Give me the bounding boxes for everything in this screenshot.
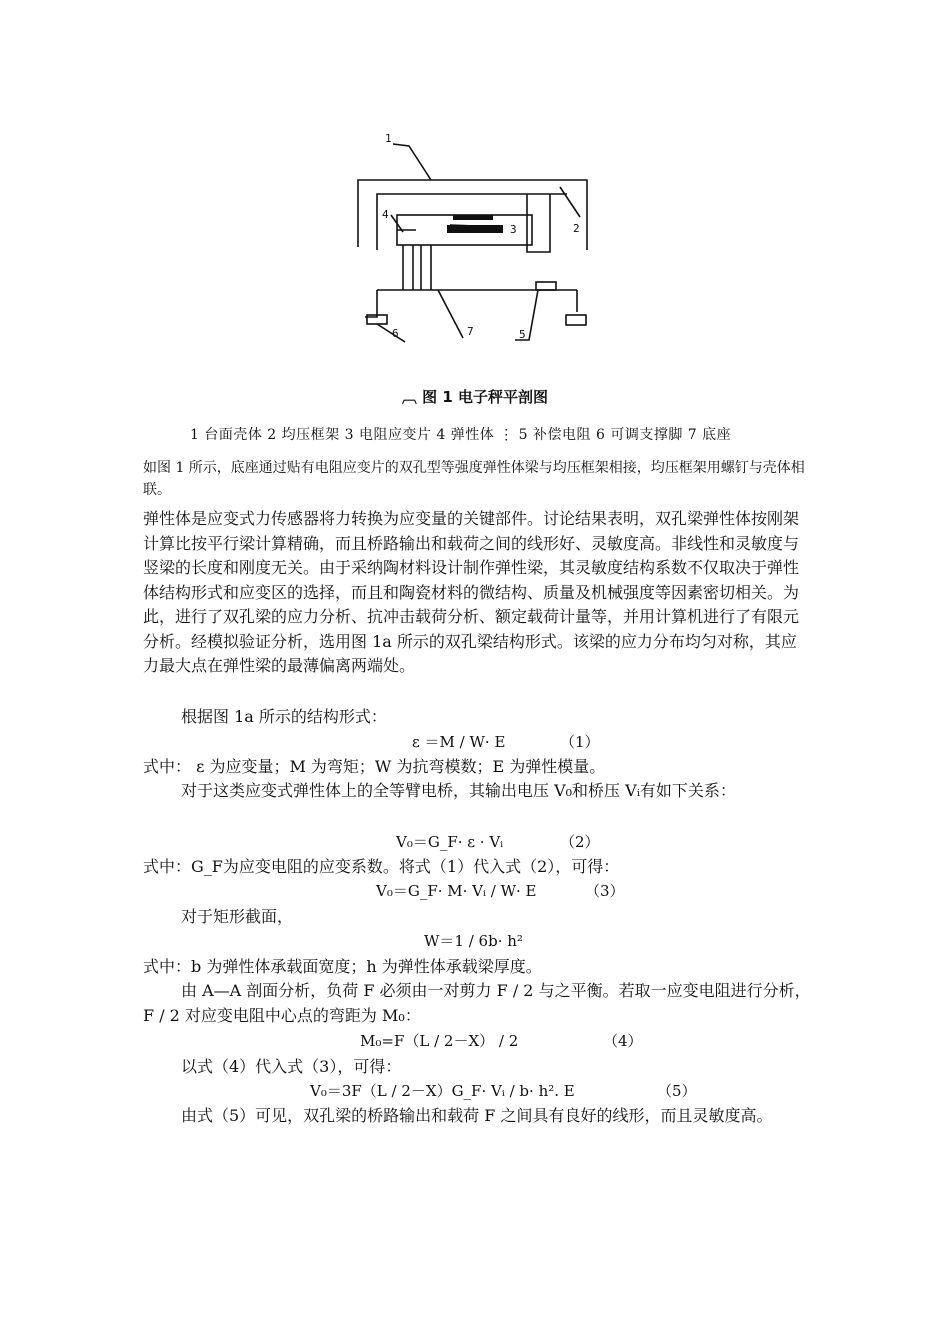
equation-3-number: （3） [585, 882, 625, 900]
equation-5: V₀＝3F（L / 2－X）G_F· Vᵢ / b· h². E [310, 1082, 575, 1100]
label-2: 2 [573, 222, 580, 235]
paragraph-aa-section: 由 A—A 剖面分析，负荷 F 必须由一对剪力 F / 2 与之平衡。若取一应变电阻进行分析，F / 2 对应变电阻中心点的弯距为 M₀： [143, 981, 811, 1025]
scale-section-diagram [355, 132, 595, 347]
paragraph-rectangle: 对于矩形截面， [181, 907, 294, 926]
label-1: 1 [385, 132, 392, 145]
label-7: 7 [467, 325, 474, 338]
label-5: 5 [519, 328, 526, 341]
figure-title-mark: ︹ [401, 388, 417, 406]
paragraph-eq2-definition: 式中：G_F为应变电阻的应变系数。将式（1）代入式（2），可得： [143, 857, 620, 876]
base-outline [365, 290, 377, 317]
equation-2: V₀＝G_F· ε · Vᵢ [396, 833, 504, 851]
paragraph-bridge: 对于这类应变式弹性体上的全等臂电桥，其输出电压 V₀和桥压 Vᵢ有如下关系： [181, 781, 736, 800]
figure-legend: 1 台面壳体 2 均压框架 3 电阻应变片 4 弹性体 ⋮ 5 补偿电阻 6 可调支撑脚 7 底座 [190, 427, 732, 443]
paragraph-intro: 如图 1 所示，底座通过贴有电阻应变片的双孔型等强度弹性体梁与均压框架相接，均压框架用螺钉与壳体相联。 [143, 460, 805, 498]
equation-4: M₀=F（L / 2－X） / 2 [360, 1032, 519, 1050]
label-4: 4 [382, 208, 389, 221]
equation-4-number: （4） [603, 1032, 643, 1050]
paragraph-eq1-definition: 式中： ε 为应变量；M 为弯矩；W 为抗弯模数；E 为弹性模量。 [143, 757, 606, 776]
compensation-resistor [536, 282, 556, 290]
equation-3: V₀＝G_F· M· Vᵢ / W· E [376, 882, 537, 900]
figure-title-text: 图 1 电子秤平剖图 [422, 388, 549, 406]
equation-1: ε ＝M / W· E [412, 733, 506, 751]
equation-5-number: （5） [657, 1082, 697, 1100]
strain-gauge-bottom [447, 225, 503, 233]
adjustable-foot-right [566, 315, 586, 325]
figure-title [0, 386, 950, 407]
paragraph-main: 弹性体是应变式力传感器将力转换为应变量的关键部件。讨论结果表明，双孔梁弹性体按刚架计算比按平行梁计算精确，而且桥路输出和载荷之间的线形好、灵敏度高。非线性和灵敏度与竖梁的长度和刚度无关。由于采纳陶材料设计制作弹性梁，其灵敏度结构系数不仅取决于弹性体结构形式和应变区的选择，而且和陶瓷材料的微结构、质量及机械强度等因素密切相关。为此，进行了双孔梁的应力分析、抗冲击载荷分析、额定载荷计量等，并用计算机进行了有限元分析。经模拟验证分析，选用图 1a 所示的双孔梁结构形式。该梁的应力分布均匀对称，其应力最大点在弹性梁的最薄偏离两端处。 [143, 509, 800, 675]
equation-1-number: （1） [560, 733, 600, 751]
label-3: 3 [510, 223, 517, 236]
strain-gauge-top [453, 215, 493, 220]
paragraph-substitute: 以式（4）代入式（3），可得： [181, 1057, 402, 1076]
paragraph-structure: 根据图 1a 所示的结构形式： [181, 707, 387, 726]
paragraph-w-definition: 式中：b 为弹性体承载面宽度；h 为弹性体承载梁厚度。 [143, 957, 542, 976]
equation-2-number: （2） [560, 833, 600, 851]
equation-w: W＝1 / 6b· h² [424, 932, 523, 950]
label-6: 6 [392, 327, 399, 340]
shell-inner [377, 194, 567, 250]
pressure-frame [527, 194, 550, 252]
paragraph-conclusion: 由式（5）可见，双孔梁的桥路输出和载荷 F 之间具有良好的线形，而且灵敏度高。 [181, 1106, 773, 1125]
